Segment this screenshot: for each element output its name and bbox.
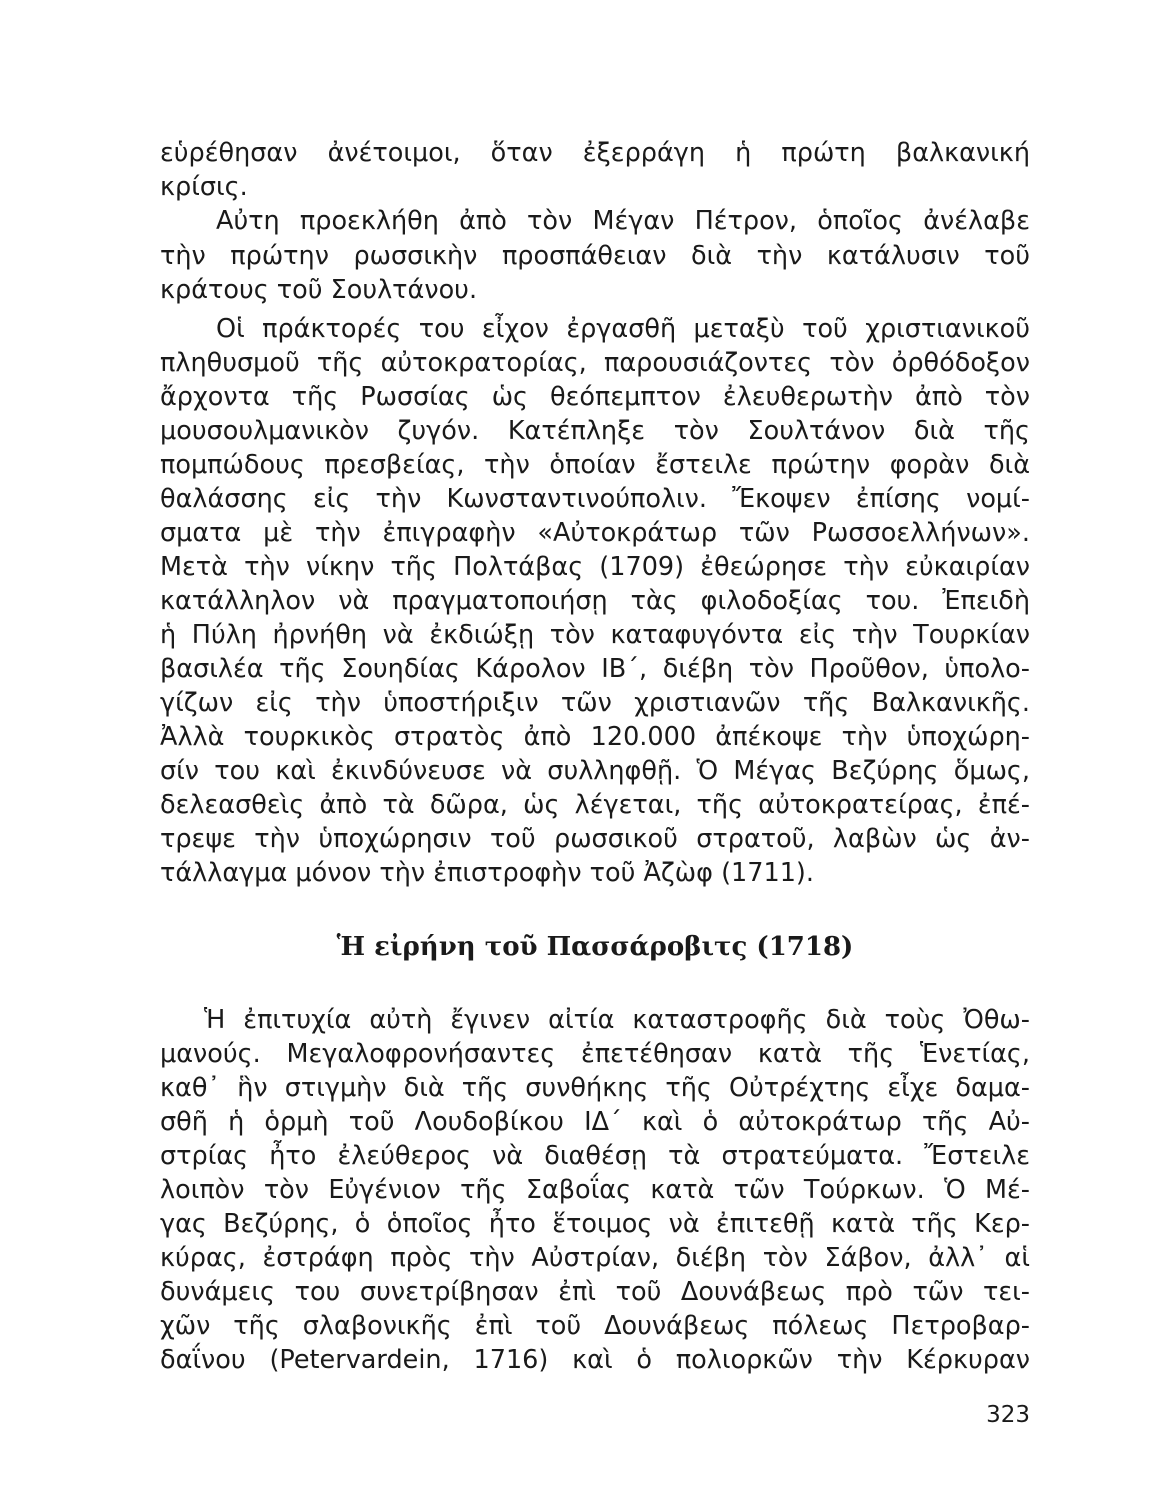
text-line: κράτους τοῦ Σουλτάνου. [160,275,478,305]
text-line: Οἱ πράκτορές του εἶχον ἐργασθῆ μεταξὺ τοῦ χριστιανικοῦ [216,314,1030,344]
text-line: ἡ Πύλη ἠρνήθη νὰ ἐκδιώξῃ τὸν καταφυγόντα εἰς τὴν Τουρκίαν [160,620,1030,650]
text-line: σματα μὲ τὴν ἐπιγραφὴν «Αὐτοκράτωρ τῶν Ρωσσοελλήνων». [160,518,1030,548]
text-line: εὑρέθησαν ἀνέτοιμοι, ὅταν ἐξερράγη ἡ πρώτη βαλκανική [160,138,1030,168]
section-heading: Ἡ εἰρήνη τοῦ Πασσάροβιτς (1718) [336,932,854,962]
text-line: γίζων εἰς τὴν ὑποστήριξιν τῶν χριστιανῶν τῆς Βαλκανικῆς. [160,688,1030,718]
text-line: τάλλαγμα μόνον τὴν ἐπιστροφὴν τοῦ Ἀζὼφ (1711). [160,858,814,888]
text-line: δαΐνου (Petervardein, 1716) καὶ ὁ πολιορκῶν τὴν Κέρκυραν [160,1345,1030,1375]
text-line: τρεψε τὴν ὑποχώρησιν τοῦ ρωσσικοῦ στρατοῦ, λαβὼν ὡς ἀν- [160,824,1030,854]
text-line: δυνάμεις του συνετρίβησαν ἐπὶ τοῦ Δουνάβεως πρὸ τῶν τει- [160,1277,1030,1307]
text-line: δελεασθεὶς ἀπὸ τὰ δῶρα, ὡς λέγεται, τῆς αὐτοκρατείρας, ἐπέ- [160,790,1030,820]
text-line: γας Βεζύρης, ὁ ὁποῖος ἦτο ἕτοιμος νὰ ἐπιτεθῇ κατὰ τῆς Κερ- [160,1209,1030,1239]
text-line: πομπώδους πρεσβείας, τὴν ὁποίαν ἔστειλε πρώτην φορὰν διὰ [160,450,1030,480]
text-line: καθ᾽ ἣν στιγμὴν διὰ τῆς συνθήκης τῆς Οὐτρέχτης εἶχε δαμα- [160,1073,1030,1103]
text-line: στρίας ἦτο ἐλεύθερος νὰ διαθέσῃ τὰ στρατεύματα. Ἔστειλε [160,1141,1030,1171]
text-line: λοιπὸν τὸν Εὐγένιον τῆς Σαβοΐας κατὰ τῶν Τούρκων. Ὁ Μέ- [160,1175,1030,1205]
text-line: ἄρχοντα τῆς Ρωσσίας ὡς θεόπεμπτον ἐλευθερωτὴν ἀπὸ τὸν [160,382,1030,412]
text-line: μουσουλμανικὸν ζυγόν. Κατέπληξε τὸν Σουλτάνον διὰ τῆς [160,416,1030,446]
page-number: 323 [986,1402,1030,1428]
text-line: πληθυσμοῦ τῆς αὐτοκρατορίας, παρουσιάζοντες τὸν ὀρθόδοξον [160,348,1030,378]
text-line: κύρας, ἐστράφη πρὸς τὴν Αὐστρίαν, διέβη τὸν Σάβον, ἀλλ᾽ αἱ [160,1243,1030,1273]
text-line: Αὐτη προεκλήθη ἀπὸ τὸν Μέγαν Πέτρον, ὁποῖος ἀνέλαβε [216,206,1030,236]
text-line: Ἀλλὰ τουρκικὸς στρατὸς ἀπὸ 120.000 ἀπέκοψε τὴν ὑποχώρη- [160,722,1030,752]
text-line: κρίσις. [160,172,248,202]
text-line: σθῆ ἡ ὁρμὴ τοῦ Λουδοβίκου ΙΔ΄ καὶ ὁ αὐτοκράτωρ τῆς Αὐ- [160,1107,1030,1137]
text-line: βασιλέα τῆς Σουηδίας Κάρολον ΙΒ΄, διέβη τὸν Προῦθον, ὑπολο- [160,654,1030,684]
text-line: σίν του καὶ ἐκινδύνευσε νὰ συλληφθῇ. Ὁ Μέγας Βεζύρης ὅμως, [160,756,1030,786]
text-line: μανούς. Μεγαλοφρονήσαντες ἐπετέθησαν κατὰ τῆς Ἑνετίας, [160,1039,1030,1069]
text-line: Ἡ ἐπιτυχία αὐτὴ ἔγινεν αἰτία καταστροφῆς διὰ τοὺς Ὀθω- [204,1005,1030,1035]
text-line: θαλάσσης εἰς τὴν Κωνσταντινούπολιν. Ἔκοψεν ἐπίσης νομί- [160,484,1030,514]
text-line: κατάλληλον νὰ πραγματοποιήσῃ τὰς φιλοδοξίας του. Ἐπειδὴ [160,586,1030,616]
text-line: Μετὰ τὴν νίκην τῆς Πολτάβας (1709) ἐθεώρησε τὴν εὐκαιρίαν [160,552,1030,582]
text-line: χῶν τῆς σλαβονικῆς ἐπὶ τοῦ Δουνάβεως πόλεως Πετροβαρ- [160,1311,1030,1341]
text-line: τὴν πρώτην ρωσσικὴν προσπάθειαν διὰ τὴν κατάλυσιν τοῦ [160,241,1030,271]
